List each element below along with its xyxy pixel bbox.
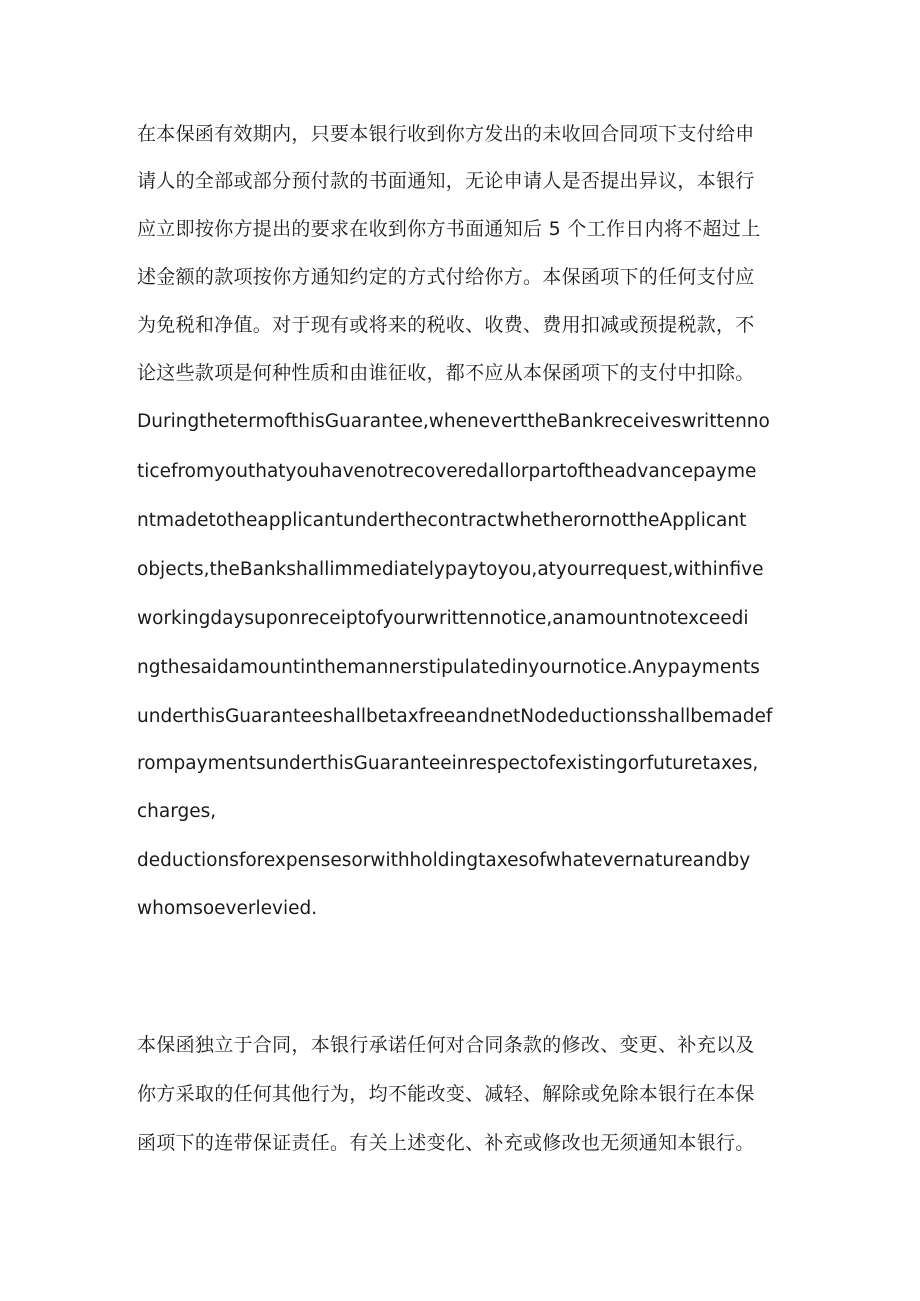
- paragraph-2-zh-line: 你方采取的任何其他行为，均不能改变、减轻、解除或免除本银行在本保: [137, 1083, 755, 1105]
- paragraph-1-en-line: DuringthetermofthisGuarantee,wheneverttheBankreceiveswrittenno: [137, 411, 770, 432]
- paragraph-2-zh-line: 本保函独立于合同，本银行承诺任何对合同条款的修改、变更、补充以及: [137, 1034, 755, 1056]
- paragraph-1-zh-line: 述金额的款项按你方通知约定的方式付给你方。本保函项下的任何支付应: [137, 266, 755, 288]
- paragraph-1-en-line: objects,theBankshallimmediatelypaytoyou,atyourrequest,withinfive: [137, 559, 764, 580]
- paragraph-1-en-line: ntmadetotheapplicantunderthecontractwhetherornottheApplicant: [137, 510, 747, 531]
- paragraph-1-en-line: rompaymentsunderthisGuaranteeinrespectofexistingorfuturetaxes,: [137, 753, 759, 774]
- paragraph-1-zh-line: 应立即按你方提出的要求在收到你方书面通知后 5 个工作日内将不超过上: [137, 218, 761, 240]
- paragraph-1-zh-line: 在本保函有效期内，只要本银行收到你方发出的未收回合同项下支付给申: [137, 123, 755, 145]
- paragraph-1-en-line: charges,: [137, 801, 217, 822]
- paragraph-2-zh-line: 函项下的连带保证责任。有关上述变化、补充或修改也无须通知本银行。: [137, 1132, 755, 1154]
- paragraph-1-en-line: whomsoeverlevied.: [137, 898, 318, 919]
- paragraph-1-en-line: ticefromyouthatyouhavenotrecoveredallorpartoftheadvancepayme: [137, 461, 757, 482]
- paragraph-1-zh-line: 为免税和净值。对于现有或将来的税收、收费、费用扣减或预提税款，不: [137, 314, 755, 336]
- paragraph-1-en-line: workingdaysuponreceiptofyourwrittennotice,anamountnotexceedi: [137, 608, 749, 629]
- paragraph-1-en-line: ngthesaidamountinthemannerstipulatedinyournotice.Anypayments: [137, 657, 760, 678]
- paragraph-1-zh-line: 论这些款项是何种性质和由谁征收，都不应从本保函项下的支付中扣除。: [137, 362, 755, 384]
- paragraph-1-zh-line: 请人的全部或部分预付款的书面通知，无论申请人是否提出异议，本银行: [137, 170, 755, 192]
- paragraph-1-en-line: underthisGuaranteeshallbetaxfreeandnetNodeductionsshallbemadef: [137, 706, 773, 727]
- paragraph-1-en-line: deductionsforexpensesorwithholdingtaxesofwhatevernatureandby: [137, 850, 751, 871]
